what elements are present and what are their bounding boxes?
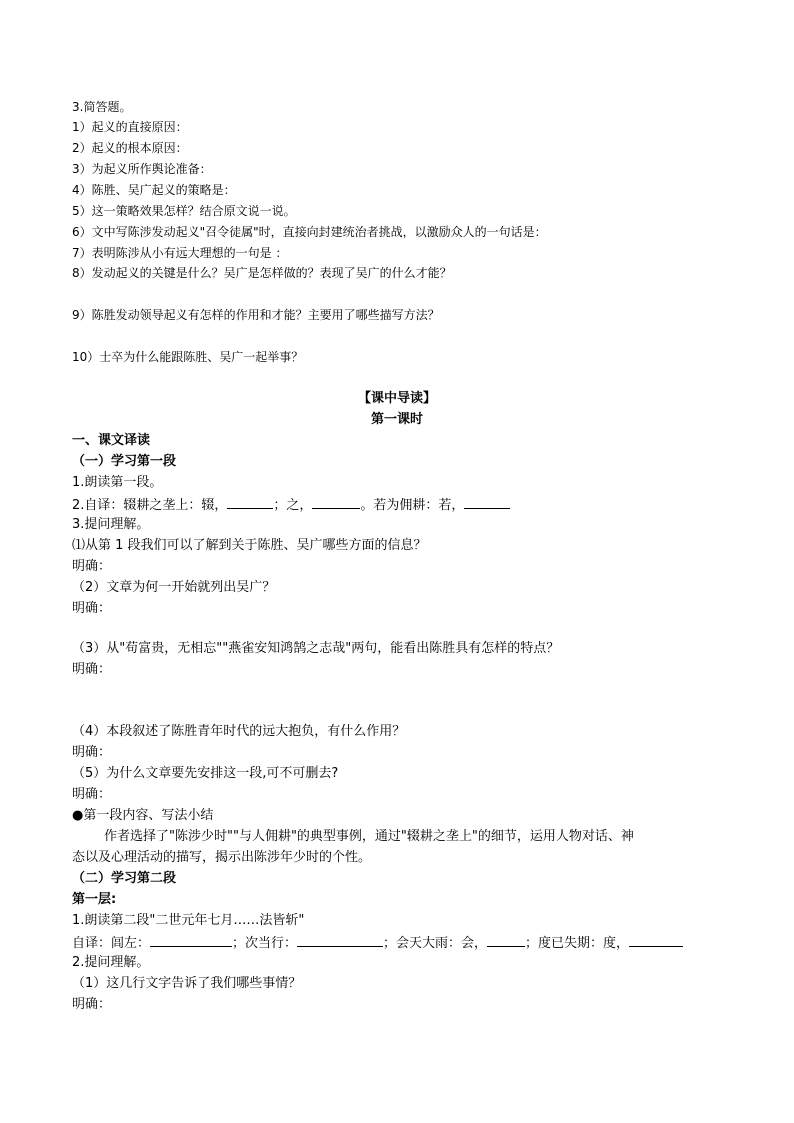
answer-4: 明确： xyxy=(72,745,112,760)
summary-title: ●第一段内容、写法小结 xyxy=(72,808,214,823)
p1-question-3: （3）从"苟富贵，无相忘""燕雀安知鸿鹄之志哉"两句，能看出陈胜具有怎样的特点？ xyxy=(72,641,560,656)
t2-b: ；次当行： xyxy=(232,936,298,951)
question-8: 8）发动起义的关键是什么？吴广是怎样做的？表现了吴广的什么才能？ xyxy=(72,266,452,280)
sub1-title: （一）学习第一段 xyxy=(72,454,177,469)
blank-5 xyxy=(297,933,383,947)
question-9: 9）陈胜发动领导起义有怎样的作用和才能？主要用了哪些描写方法？ xyxy=(72,308,440,322)
ask-para2: 2.提问理解。 xyxy=(72,955,150,970)
question-4: 4）陈胜、吴广起义的策略是： xyxy=(72,183,236,197)
blank-6 xyxy=(487,933,525,947)
translate-b: ；之， xyxy=(273,498,313,513)
p1-question-2: （2）文章为何一开始就列出吴广？ xyxy=(72,580,276,595)
translate-c: 。若为佣耕：若， xyxy=(360,498,465,513)
translate-para2 xyxy=(72,933,683,953)
ask-para1: 3.提问理解。 xyxy=(72,517,150,532)
blank-7 xyxy=(629,933,683,947)
question-2: 2）起义的根本原因： xyxy=(72,141,188,155)
question-7: 7）表明陈涉从小有远大理想的一句是 ： xyxy=(72,246,288,260)
summary-line-2: 态以及心理活动的描写，揭示出陈涉年少时的个性。 xyxy=(72,850,372,865)
p2-question-1: （1）这几行文字告诉了我们哪些事情？ xyxy=(72,976,302,991)
answer-1: 明确： xyxy=(72,559,112,574)
p1-question-1: ⑴从第 1 段我们可以了解到关于陈胜、吴广哪些方面的信息？ xyxy=(72,538,427,553)
question-6: 6）文中写陈涉发动起义"召令徒属"时，直接向封建统治者挑战，以激励众人的一句话是： xyxy=(72,225,547,239)
answer-2: 明确： xyxy=(72,601,112,616)
p1-question-4: （4）本段叙述了陈胜青年时代的远大抱负，有什么作用？ xyxy=(72,724,406,739)
blank-3 xyxy=(464,495,510,509)
answer-5: 明确： xyxy=(72,787,112,802)
answer-6: 明确： xyxy=(72,997,112,1012)
lesson-title: 第一课时 xyxy=(370,412,423,427)
summary-line-1: 作者选择了"陈涉少时""与人佣耕"的典型事例，通过"辍耕之垄上"的细节，运用人物对话、神 xyxy=(104,829,634,844)
answer-3: 明确： xyxy=(72,662,112,677)
question-5: 5）这一策略效果怎样？结合原文说一说。 xyxy=(72,204,296,218)
question-3: 3）为起义所作舆论准备： xyxy=(72,162,212,176)
p1-question-5: （5）为什么文章要先安排这一段,可不可删去? xyxy=(72,766,339,781)
blank-2 xyxy=(312,495,360,509)
layer1-title: 第一层: xyxy=(72,892,117,907)
translate-a: 2.自译：辍耕之垄上：辍， xyxy=(72,498,228,513)
t2-d: ；度已失期：度， xyxy=(525,936,630,951)
part1-title: 一、课文译读 xyxy=(72,433,151,448)
read-para2: 1.朗读第二段"二世元年七月……法皆斩" xyxy=(72,913,305,928)
question-10: 10）士卒为什么能跟陈胜、吴广一起举事？ xyxy=(72,350,304,364)
section3-title: 3.简答题。 xyxy=(72,100,132,114)
sub2-title: （二）学习第二段 xyxy=(72,871,177,886)
t2-c: ；会天大雨：会， xyxy=(383,936,488,951)
read-para1: 1.朗读第一段。 xyxy=(72,475,163,490)
translate-para1 xyxy=(72,495,510,515)
blank-4 xyxy=(150,933,232,947)
guide-heading: 【课中导读】 xyxy=(357,391,436,406)
blank-1 xyxy=(227,495,273,509)
question-1: 1）起义的直接原因： xyxy=(72,120,188,134)
t2-a: 自译：闾左： xyxy=(72,936,151,951)
